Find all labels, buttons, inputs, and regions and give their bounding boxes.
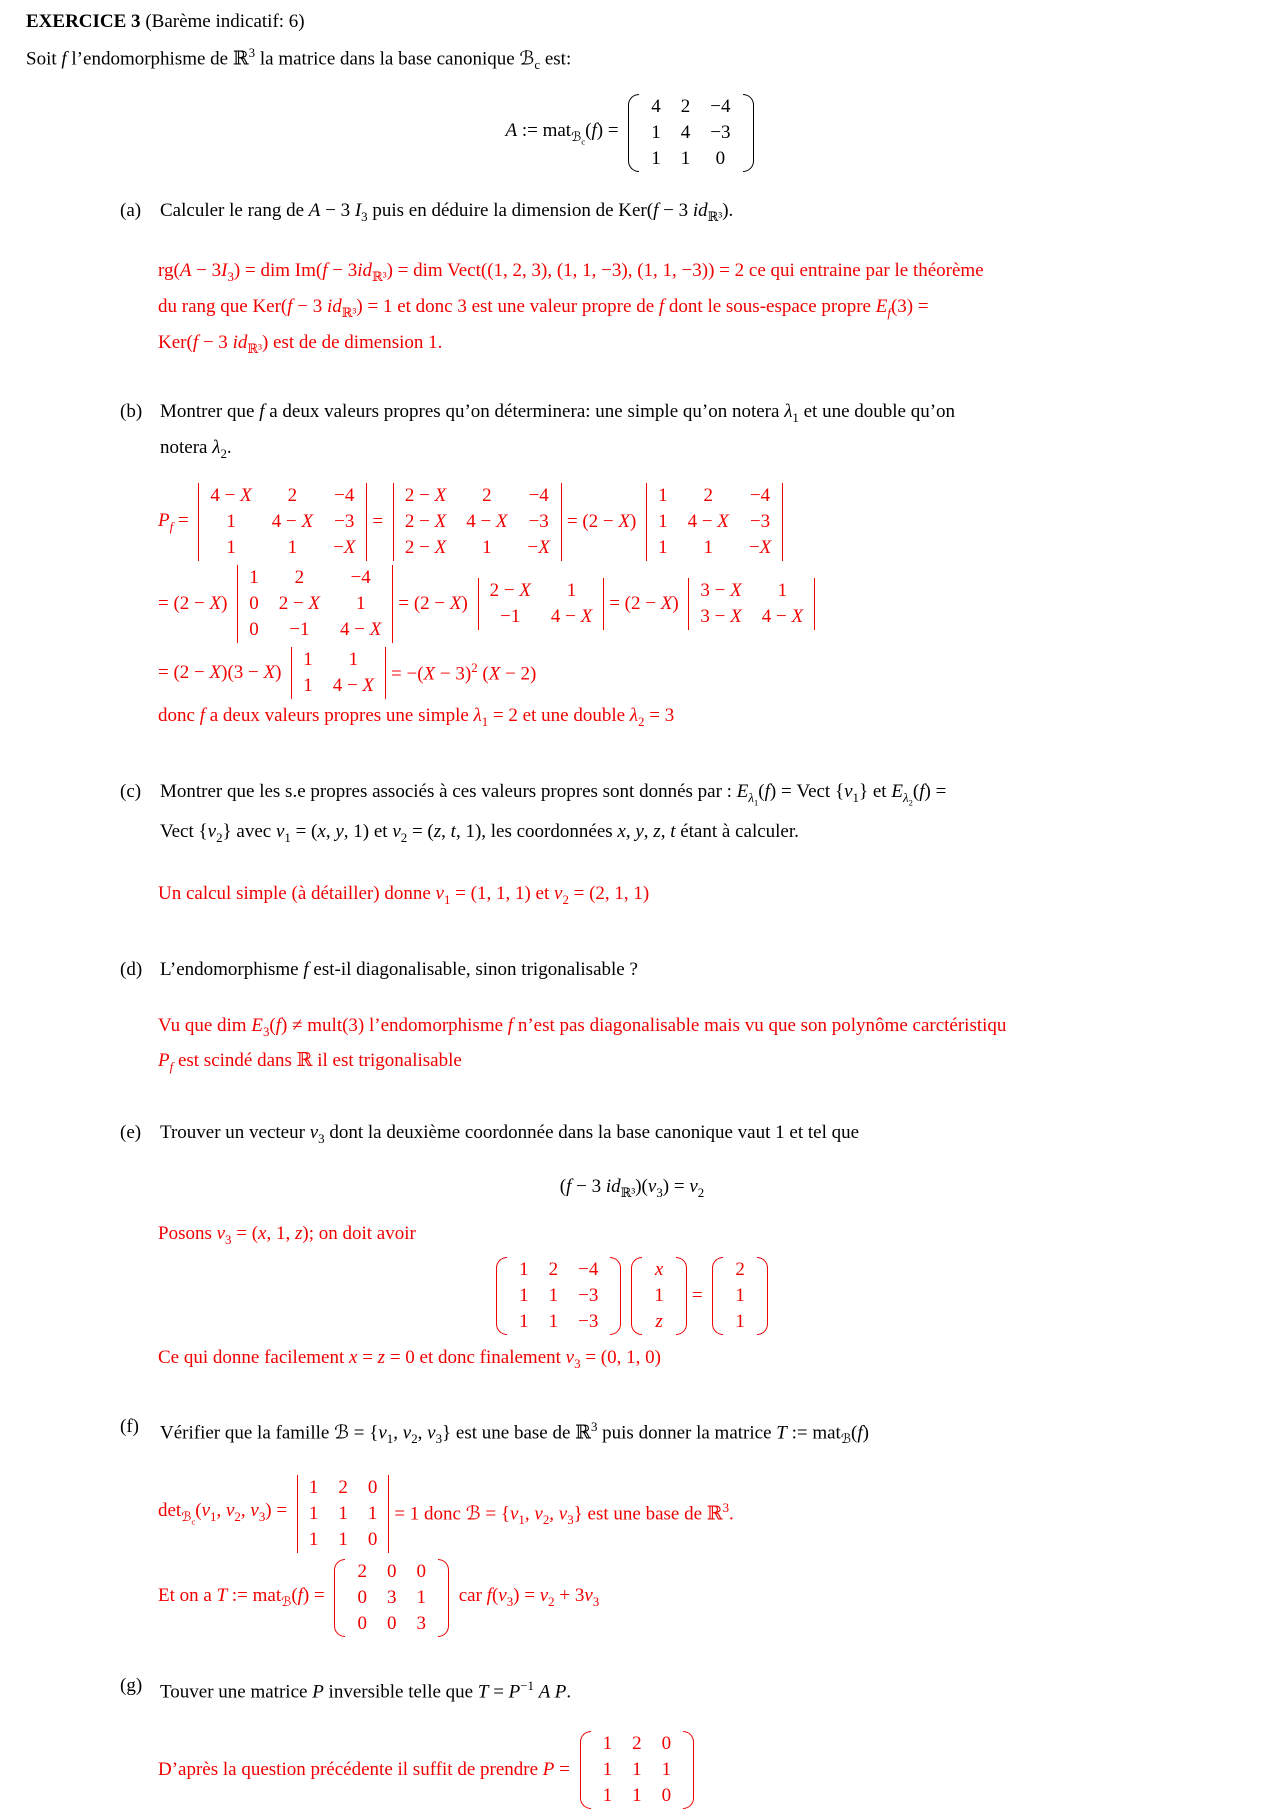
det-bar-right-icon — [782, 483, 783, 561]
det-bar-left-icon — [291, 647, 292, 699]
paren-left-icon — [334, 1559, 345, 1637]
det-bar-right-icon — [388, 1475, 389, 1553]
answer-a-line-1: $rg(A - 3I_3)$ = dim $Im(f - 3id_{ℝ^3})$ = dim Vect((1, 2, 3), (1, 1, −3), (1, 1, −3)) = 2 ce qui entraine par le théorème — [158, 259, 984, 284]
factor-run: = (2 − X)(3 − X) — [158, 661, 287, 683]
factor-run: = (2 − X) — [566, 510, 642, 532]
determinant-6 — [688, 578, 815, 630]
charpoly-lead: $P_f$ = — [158, 509, 194, 534]
answer-e-end: Ce qui donne facilement x = z = 0 et donc finalement $v_3 = (0$, 1, 0) — [158, 1346, 661, 1371]
determinant-7 — [291, 647, 386, 699]
item-a-question: Calculer le rang de A − 3 $I_3$ puis en déduire la dimension de Ker(f − 3 $id_{ℝ^3}$). — [160, 200, 734, 224]
item-e-display-equation — [0, 1176, 1264, 1201]
item-a — [120, 196, 1264, 232]
item-f-label: (f) — [120, 1416, 139, 1438]
matrix-p-grid: 1 2 0 1 1 1 1 1 0 — [602, 1732, 672, 1806]
determinant-3-grid: 1 2 −4 1 4 − X −3 1 1 −X — [658, 484, 772, 558]
matrix-t — [334, 1559, 449, 1637]
intro-text: Soit f l’endomorphisme de ℝ$^3$ la matrice dans la base canonique ℬ$_c$ est: — [26, 45, 572, 73]
matrix-a — [628, 94, 753, 172]
paren-left-icon — [628, 94, 639, 172]
unknown-vector — [631, 1257, 687, 1335]
paren-left-icon — [496, 1257, 507, 1335]
det-bar-right-icon — [561, 483, 562, 561]
answer-a-line-3: Ker(f − 3 $id_{ℝ^3}$) est de de dimension 1. — [158, 331, 443, 356]
result-run: = $-(X - 3)^2$ (X − 2) — [391, 660, 537, 685]
determinant-5-grid: 2 − X 1 −1 4 − X — [489, 579, 593, 627]
paren-right-icon — [438, 1559, 449, 1637]
matrix-p — [580, 1731, 695, 1809]
basis-determinant — [297, 1475, 390, 1553]
det-bar-left-icon — [198, 483, 199, 561]
factor-run: = (2 − X) — [398, 592, 473, 614]
item-b-conclusion — [158, 701, 1264, 737]
determinant-4-grid: 1 2 −4 0 2 − X 1 0 −1 4 − X — [249, 566, 382, 640]
system-matrix-grid: 1 2 −4 1 1 −3 1 1 −3 — [519, 1258, 599, 1332]
item-c-label: (c) — [120, 780, 142, 802]
det-tail-run: = 1 donc ℬ = {$v_1$, $v_2$, $v_3$} est une base de ℝ$^3$. — [394, 1499, 734, 1527]
t-lead-run: Et on a T := mat$_ℬ$(f) = — [158, 1585, 330, 1609]
det-bar-left-icon — [646, 483, 647, 561]
item-e-question: Trouver un vecteur $v_3$ dont la deuxième coordonnée dans la base canonique vaut 1 et tel que — [160, 1122, 860, 1147]
item-b-label: (b) — [120, 401, 143, 423]
det-bar-left-icon — [688, 578, 689, 630]
determinant-2 — [393, 483, 562, 561]
item-c-answer — [158, 879, 1264, 915]
rhs-vector-grid: 2 1 1 — [735, 1258, 745, 1332]
item-f-question: Vérifier que la famille ℬ = {$v_1$, $v_2$, $v_3$} est une base de ℝ$^3$ puis donner la matrice T := mat$_ℬ$(f) — [160, 1419, 869, 1447]
item-c-question-line-2: Vect $\{v_2\}$ avec $v_1 = (x$, y, 1) et $v_2 = (z$, t, 1), les coordonnées x, y, z, t étant à calculer. — [160, 821, 799, 845]
matrix-a-grid: 4 2 −4 1 4 −3 1 1 0 — [651, 96, 731, 170]
g-lead-run: D’après la question précédente il suffit de prendre P = — [158, 1758, 575, 1780]
item-e — [120, 1118, 1264, 1154]
paren-right-icon — [743, 94, 754, 172]
item-b — [120, 397, 1264, 469]
item-f — [120, 1412, 1264, 1454]
item-b-question-line-2: notera $\lambda_2$. — [160, 437, 232, 461]
item-g-label: (g) — [120, 1674, 143, 1696]
charpoly-line-2 — [158, 565, 1264, 643]
paren-right-icon — [610, 1257, 621, 1335]
item-a-label: (a) — [120, 200, 142, 222]
det-bar-left-icon — [393, 483, 394, 561]
paren-right-icon — [683, 1731, 694, 1809]
determinant-2-grid: 2 − X 2 −4 2 − X 4 − X −3 2 − X 1 −X — [404, 484, 550, 558]
determinant-6-grid: 3 − X 1 3 − X 4 − X — [700, 579, 804, 627]
factor-run: = (2 − X) — [158, 592, 233, 614]
item-b-question-line-1: Montrer que f a deux valeurs propres qu’on déterminera: une simple qu’on notera $\lambda_1$ et une double qu’on — [160, 401, 956, 426]
item-e-answer-intro — [158, 1219, 1264, 1255]
item-d-question: L’endomorphisme f est-il diagonalisable, sinon trigonalisable ? — [160, 958, 638, 980]
paren-left-icon — [631, 1257, 642, 1335]
t-tail-run: car $f(v_3) = v_2 + 3v_3$ — [453, 1585, 600, 1609]
matrix-a-lead: A := mat$_{ℬ_c}$(f) = — [505, 119, 624, 147]
det-bar-left-icon — [478, 578, 479, 630]
item-e-label: (e) — [120, 1122, 142, 1144]
answer-d-line-1: Vu que dim $E_3(f)$ ≠ mult(3) l’endomorphisme f n’est pas diagonalisable mais vu que son polynôme carctéristiqu — [158, 1014, 1007, 1039]
item-c — [120, 777, 1264, 853]
determinant-7-grid: 1 1 1 4 − X — [303, 648, 375, 696]
item-d — [120, 955, 1264, 985]
item-g — [120, 1671, 1264, 1707]
det-bar-right-icon — [603, 578, 604, 630]
item-g-answer — [158, 1731, 1264, 1809]
paren-left-icon — [712, 1257, 723, 1335]
charpoly-line-1 — [158, 483, 1264, 561]
item-d-answer — [158, 1011, 1264, 1083]
answer-d-line-2: $P_f$ est scindé dans ℝ il est trigonalisable — [158, 1050, 462, 1075]
det-bar-right-icon — [814, 578, 815, 630]
det-bar-right-icon — [385, 647, 386, 699]
matrix-a-display — [0, 94, 1264, 172]
unknown-vector-grid: x 1 z — [654, 1258, 664, 1332]
factor-run: = (2 − X) — [609, 592, 684, 614]
paren-left-icon — [580, 1731, 591, 1809]
exercise-title-bold: EXERCICE 3 — [26, 11, 141, 32]
equals-run: = — [372, 510, 388, 532]
item-e-answer-end — [158, 1343, 1264, 1379]
rhs-vector — [712, 1257, 768, 1335]
determinant-5 — [478, 578, 605, 630]
item-f-det-line — [158, 1475, 1264, 1553]
det-lead-run: $\det_{ℬ_c}(v_1$, $v_2$, $v_3$) = — [158, 1500, 292, 1527]
exercise-title — [0, 0, 1264, 36]
answer-e-intro: Posons $v_3 = (x$, 1, z); on doit avoir — [158, 1222, 416, 1247]
item-e-matrix-equation — [0, 1257, 1264, 1335]
det-bar-right-icon — [392, 565, 393, 643]
determinant-4 — [237, 565, 393, 643]
equals-run: = — [691, 1284, 708, 1306]
determinant-1 — [198, 483, 367, 561]
determinant-1-grid: 4 − X 2 −4 1 4 − X −3 1 1 −X — [210, 484, 356, 558]
charpoly-line-3 — [158, 647, 1264, 699]
exercise-title-rest: (Barème indicatif: 6) — [140, 11, 305, 32]
paren-right-icon — [757, 1257, 768, 1335]
answer-c-line: Un calcul simple (à détailler) donne $v_1 = (1$, 1, 1) et $v_2 = (2$, 1, 1) — [158, 882, 650, 907]
system-matrix — [496, 1257, 621, 1335]
conclusion-line: donc f a deux valeurs propres une simple $\lambda_1 = 2$ et une double $\lambda_2 = 3$ — [158, 704, 675, 729]
display-equation-text: (f − 3 $id_{ℝ^3})(v_3) = v_2$ — [559, 1176, 705, 1200]
item-g-question: Touver une matrice P inversible telle que $T = P^{-1}$ A P. — [160, 1677, 572, 1702]
det-bar-right-icon — [366, 483, 367, 561]
det-bar-left-icon — [237, 565, 238, 643]
item-c-question-line-1: Montrer que les s.e propres associés à ces valeurs propres sont donnés par : $E_{\lambda_1}(f)$ = Vect $\{v_1\}$ et $E_{\lambda_2}(f)$ = — [160, 780, 947, 808]
matrix-t-grid: 2 0 0 0 3 1 0 0 3 — [357, 1560, 426, 1634]
det-bar-left-icon — [297, 1475, 298, 1553]
item-f-t-line — [158, 1559, 1264, 1637]
paren-right-icon — [676, 1257, 687, 1335]
answer-a-line-2: du rang que Ker(f − 3 $id_{ℝ^3}) = 1$ et donc 3 est une valeur propre de f dont le sous-espace propre $E_f(3)$ = — [158, 295, 929, 320]
basis-determinant-grid: 1 2 0 1 1 1 1 1 0 — [308, 1476, 378, 1550]
item-a-answer — [158, 256, 1264, 363]
determinant-3 — [646, 483, 783, 561]
item-d-label: (d) — [120, 958, 143, 980]
